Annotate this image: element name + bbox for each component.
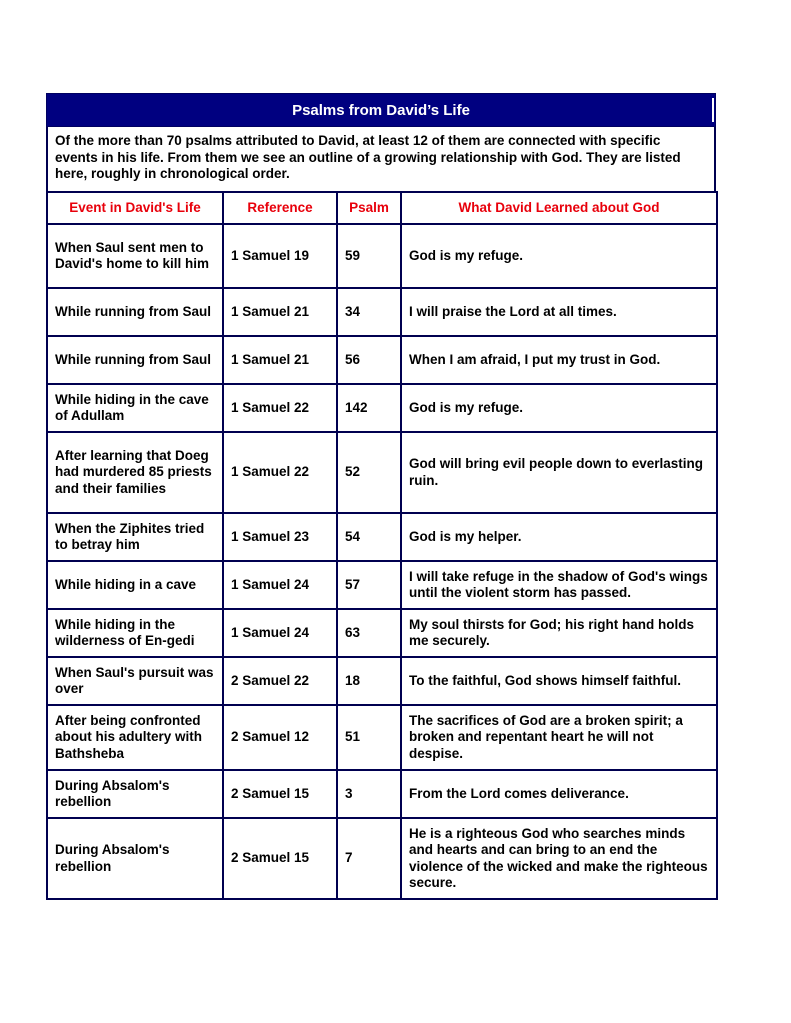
- table-row: [47, 657, 717, 705]
- psalm-cell: 52: [337, 432, 401, 513]
- column-header-event: Event in David's Life: [47, 192, 223, 224]
- reference-cell: 1 Samuel 21: [223, 288, 337, 336]
- table-row: [47, 513, 717, 561]
- learned-cell: When I am afraid, I put my trust in God.: [401, 336, 717, 384]
- psalm-cell: 7: [337, 818, 401, 899]
- learned-cell: He is a righteous God who searches minds and hearts and can bring to an end the violence of the wicked and make the righteous secure.: [401, 818, 717, 899]
- psalm-cell: 54: [337, 513, 401, 561]
- learned-cell: To the faithful, God shows himself faithful.: [401, 657, 717, 705]
- event-cell: While running from Saul: [47, 288, 223, 336]
- event-cell: When Saul's pursuit was over: [47, 657, 223, 705]
- psalms-sheet: [46, 93, 716, 900]
- reference-cell: 2 Samuel 15: [223, 770, 337, 818]
- psalm-cell: 51: [337, 705, 401, 770]
- table-row: [47, 288, 717, 336]
- reference-cell: 1 Samuel 22: [223, 384, 337, 432]
- reference-cell: 2 Samuel 15: [223, 818, 337, 899]
- learned-cell: God is my refuge.: [401, 224, 717, 288]
- event-cell: While running from Saul: [47, 336, 223, 384]
- table-row: [47, 336, 717, 384]
- learned-cell: God is my helper.: [401, 513, 717, 561]
- event-cell: While hiding in a cave: [47, 561, 223, 609]
- table-row: [47, 705, 717, 770]
- reference-cell: 1 Samuel 23: [223, 513, 337, 561]
- reference-cell: 1 Samuel 19: [223, 224, 337, 288]
- event-cell: While hiding in the cave of Adullam: [47, 384, 223, 432]
- event-cell: After being confronted about his adultery with Bathsheba: [47, 705, 223, 770]
- learned-cell: My soul thirsts for God; his right hand holds me securely.: [401, 609, 717, 657]
- table-row: [47, 609, 717, 657]
- learned-cell: God is my refuge.: [401, 384, 717, 432]
- table-row: [47, 432, 717, 513]
- column-header-learned: What David Learned about God: [401, 192, 717, 224]
- reference-cell: 1 Samuel 24: [223, 609, 337, 657]
- psalm-cell: 142: [337, 384, 401, 432]
- reference-cell: 1 Samuel 24: [223, 561, 337, 609]
- intro-paragraph: Of the more than 70 psalms attributed to David, at least 12 of them are connected with specific events in his life. From them we see an outline of a growing relationship with God. They are listed here, roughly in chronological order.: [46, 127, 716, 191]
- table-row: [47, 224, 717, 288]
- column-header-reference: Reference: [223, 192, 337, 224]
- event-cell: During Absalom's rebellion: [47, 818, 223, 899]
- event-cell: While hiding in the wilderness of En-gedi: [47, 609, 223, 657]
- psalm-cell: 57: [337, 561, 401, 609]
- header-row: [47, 192, 717, 224]
- reference-cell: 1 Samuel 22: [223, 432, 337, 513]
- learned-cell: I will praise the Lord at all times.: [401, 288, 717, 336]
- event-cell: When the Ziphites tried to betray him: [47, 513, 223, 561]
- psalm-cell: 34: [337, 288, 401, 336]
- table-row: [47, 818, 717, 899]
- event-cell: After learning that Doeg had murdered 85 priests and their families: [47, 432, 223, 513]
- learned-cell: God will bring evil people down to everlasting ruin.: [401, 432, 717, 513]
- table-row: [47, 770, 717, 818]
- learned-cell: The sacrifices of God are a broken spirit; a broken and repentant heart he will not despise.: [401, 705, 717, 770]
- reference-cell: 2 Samuel 12: [223, 705, 337, 770]
- learned-cell: I will take refuge in the shadow of God's wings until the violent storm has passed.: [401, 561, 717, 609]
- table-row: [47, 561, 717, 609]
- sheet-title: Psalms from David’s Life: [46, 93, 716, 127]
- event-cell: When Saul sent men to David's home to kill him: [47, 224, 223, 288]
- psalm-cell: 3: [337, 770, 401, 818]
- reference-cell: 1 Samuel 21: [223, 336, 337, 384]
- psalms-table: [46, 191, 718, 900]
- column-header-psalm: Psalm: [337, 192, 401, 224]
- psalm-cell: 59: [337, 224, 401, 288]
- event-cell: During Absalom's rebellion: [47, 770, 223, 818]
- psalm-cell: 18: [337, 657, 401, 705]
- reference-cell: 2 Samuel 22: [223, 657, 337, 705]
- learned-cell: From the Lord comes deliverance.: [401, 770, 717, 818]
- psalm-cell: 56: [337, 336, 401, 384]
- psalm-cell: 63: [337, 609, 401, 657]
- table-row: [47, 384, 717, 432]
